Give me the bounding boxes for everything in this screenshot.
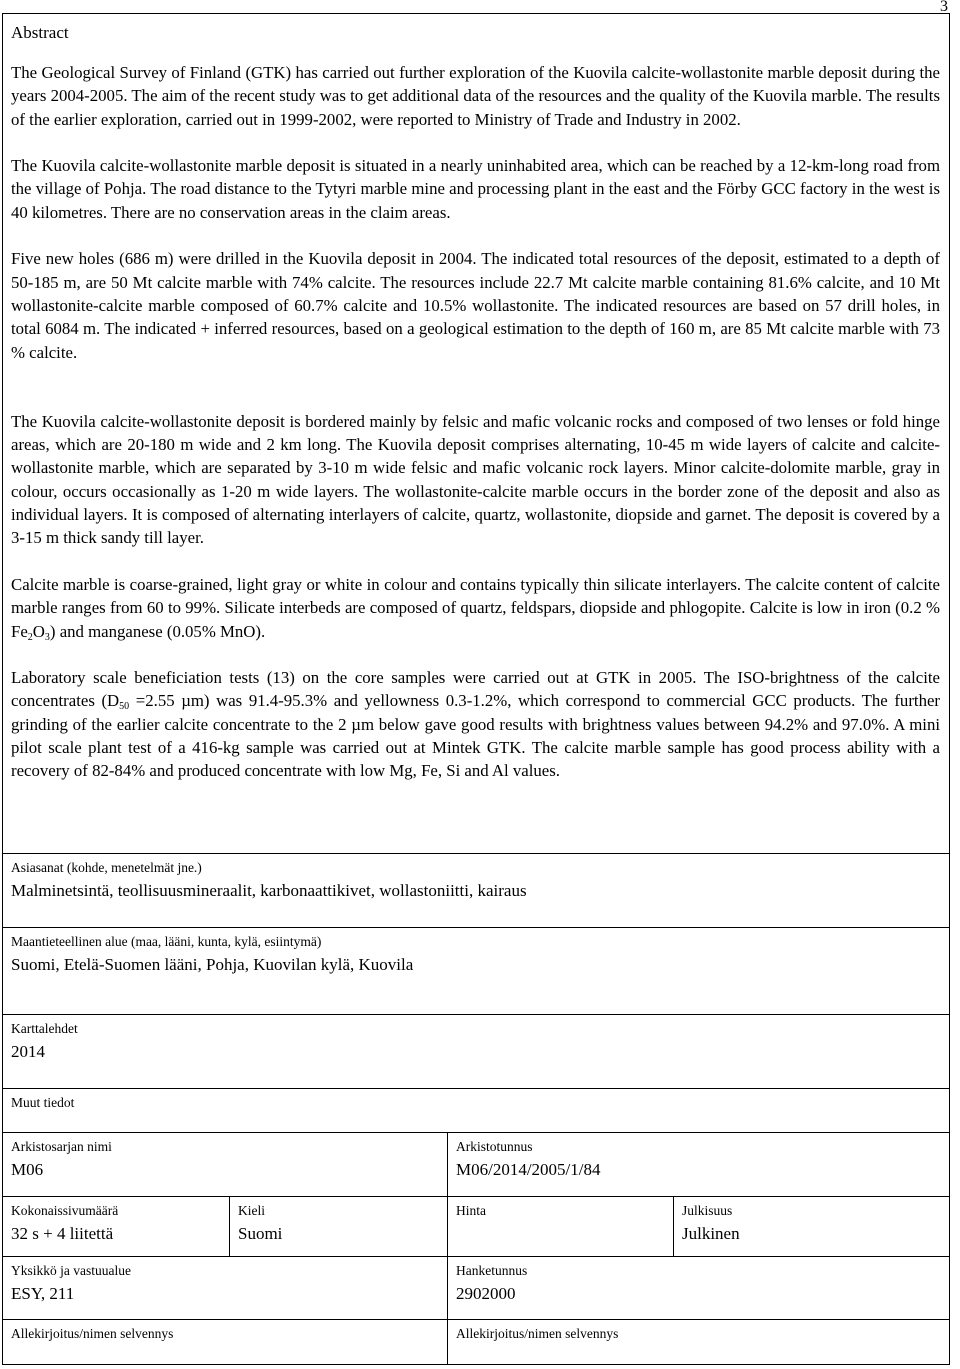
project-id-value: 2902000 xyxy=(456,1284,516,1303)
subscript-2: 2 xyxy=(27,631,33,643)
keywords-label: Asiasanat (kohde, menetelmät jne.) xyxy=(11,860,202,875)
project-id-label: Hanketunnus xyxy=(456,1263,528,1278)
publicity-field xyxy=(673,1196,949,1256)
abstract-paragraph-2: The Kuovila calcite-wollastonite marble deposit is situated in a nearly uninhabited area, which can be reached by a 12-km-long road from the village of Pohja. The road distance to the Tytyri marble mine and processing plant in the east and the Förby GCC factory in the west is 40 kilometres. There are no conservation areas in the claim areas. xyxy=(11,156,940,222)
subscript-3: 3 xyxy=(44,631,50,643)
other-info-label: Muut tiedot xyxy=(11,1095,75,1110)
abstract-paragraph-6 xyxy=(11,666,940,782)
archive-series-label: Arkistosarjan nimi xyxy=(11,1139,112,1154)
abstract-paragraph-3: Five new holes (686 m) were drilled in the Kuovila deposit in 2004. The indicated total resources of the deposit, estimated to a depth of 50-185 m, are 50 Mt calcite marble with 74% calcite. The resources include 22.7 Mt calcite marble containing 81.6% calcite, and 10 Mt wollastonite-calcite marble composed of 60.7% calcite and 10.5% wollastonite. The indicated resources are based on 57 drill holes, in total 6084 m. The indicated + inferred resources, based on a geological estimation to the depth of 160 m, are 85 Mt calcite marble with 73 % calcite. xyxy=(11,249,940,362)
publicity-label: Julkisuus xyxy=(682,1203,733,1218)
signature-right-field xyxy=(447,1319,949,1364)
subscript-50: 50 xyxy=(119,701,130,713)
signature-left-label: Allekirjoitus/nimen selvennys xyxy=(11,1326,174,1341)
page-number: 3 xyxy=(940,0,948,15)
document-frame xyxy=(2,13,950,1365)
unit-field xyxy=(3,1256,447,1319)
signature-left-field xyxy=(3,1319,447,1364)
other-info-field xyxy=(3,1088,949,1132)
archive-id-value: M06/2014/2005/1/84 xyxy=(456,1160,601,1179)
abstract-section xyxy=(3,14,949,854)
language-label: Kieli xyxy=(238,1203,265,1218)
paragraph-5-text-a: Calcite marble is coarse-grained, light gray or white in colour and contains typically thin silicate interlayers. The calcite content of calcite marble ranges from 60 to 99%. Silicate interbeds are composed of quartz, feldspars, diopside and phlogopite. Calcite is low in iron (0.2 % Fe xyxy=(11,574,940,641)
keywords-field xyxy=(3,854,949,927)
language-value: Suomi xyxy=(238,1224,283,1243)
abstract-heading: Abstract xyxy=(11,23,69,42)
paragraph-6-text-a: Laboratory scale beneficiation tests (13) on the core samples were carried out at GTK in 2005. The ISO-brightness of the calcite concentrates (D xyxy=(11,668,940,711)
archive-series-field xyxy=(3,1132,447,1196)
map-sheet-value: 2014 xyxy=(11,1042,45,1061)
signature-right-label: Allekirjoitus/nimen selvennys xyxy=(456,1326,619,1341)
total-pages-value: 32 s + 4 liitettä xyxy=(11,1224,114,1243)
price-label: Hinta xyxy=(456,1203,486,1218)
paragraph-6-text-b: =2.55 µm) was 91.4-95.3% and yellowness 0.3-1.2%, which correspond to commercial GCC products. The further grinding of the earlier calcite concentrate to the 2 µm below gave good results with brightness values between 94.2% and 97.0%. A mini pilot scale plant test of a 416-kg sample was carried out at Mintek GTK. The calcite marble sample has good process ability with a recovery of 82-84% and produced concentrate with low Mg, Fe, Si and Al values. xyxy=(11,691,940,781)
paragraph-5-text-b: O xyxy=(32,621,45,641)
region-label: Maantieteellinen alue (maa, lääni, kunta, kylä, esiintymä) xyxy=(11,934,322,949)
abstract-paragraph-5 xyxy=(11,573,940,643)
region-value: Suomi, Etelä-Suomen lääni, Pohja, Kuovilan kylä, Kuovila xyxy=(11,955,414,974)
archive-id-label: Arkistotunnus xyxy=(456,1139,533,1154)
map-sheet-label: Karttalehdet xyxy=(11,1021,78,1036)
abstract-paragraph-1: The Geological Survey of Finland (GTK) has carried out further exploration of the Kuovila calcite-wollastonite marble deposit during the years 2004-2005. The aim of the recent study was to get additional data of the resources and the quality of the Kuovila marble. The results of the earlier exploration, carried out in 1999-2002, were reported to Ministry of Trade and Industry in 2002. xyxy=(11,63,940,129)
publicity-value: Julkinen xyxy=(682,1224,740,1243)
price-field xyxy=(447,1196,673,1256)
unit-value: ESY, 211 xyxy=(11,1284,75,1303)
archive-id-field xyxy=(447,1132,949,1196)
language-field xyxy=(229,1196,447,1256)
keywords-value: Malminetsintä, teollisuusmineraalit, karbonaattikivet, wollastoniitti, kairaus xyxy=(11,881,527,900)
abstract-paragraph-4: The Kuovila calcite-wollastonite deposit is bordered mainly by felsic and mafic volcanic rocks and composed of two lenses or fold hinge areas, which are 20-180 m wide and 2 km long. The Kuovila deposit comprises alternating, 10-45 m wide layers of calcite and calcite-wollastonite marble, which are separated by 3-10 m wide felsic and mafic volcanic rock layers. Minor calcite-dolomite marble, gray in colour, occurs occasionally as 1-20 m wide layers. The wollastonite-calcite marble occurs in the border zone of the deposit and also as individual layers. It is composed of alternating interlayers of calcite, quartz, wollastonite, diopside and garnet. The deposit is covered by a 3-15 m thick sandy till layer. xyxy=(11,411,940,548)
map-sheet-field xyxy=(3,1014,949,1088)
total-pages-label: Kokonaissivumäärä xyxy=(11,1203,119,1218)
unit-label: Yksikkö ja vastuualue xyxy=(11,1263,131,1278)
region-field xyxy=(3,927,949,1013)
total-pages-field xyxy=(3,1196,229,1256)
project-id-field xyxy=(447,1256,949,1319)
archive-series-value: M06 xyxy=(11,1160,44,1179)
paragraph-5-text-c: ) and manganese (0.05% MnO). xyxy=(49,621,266,641)
